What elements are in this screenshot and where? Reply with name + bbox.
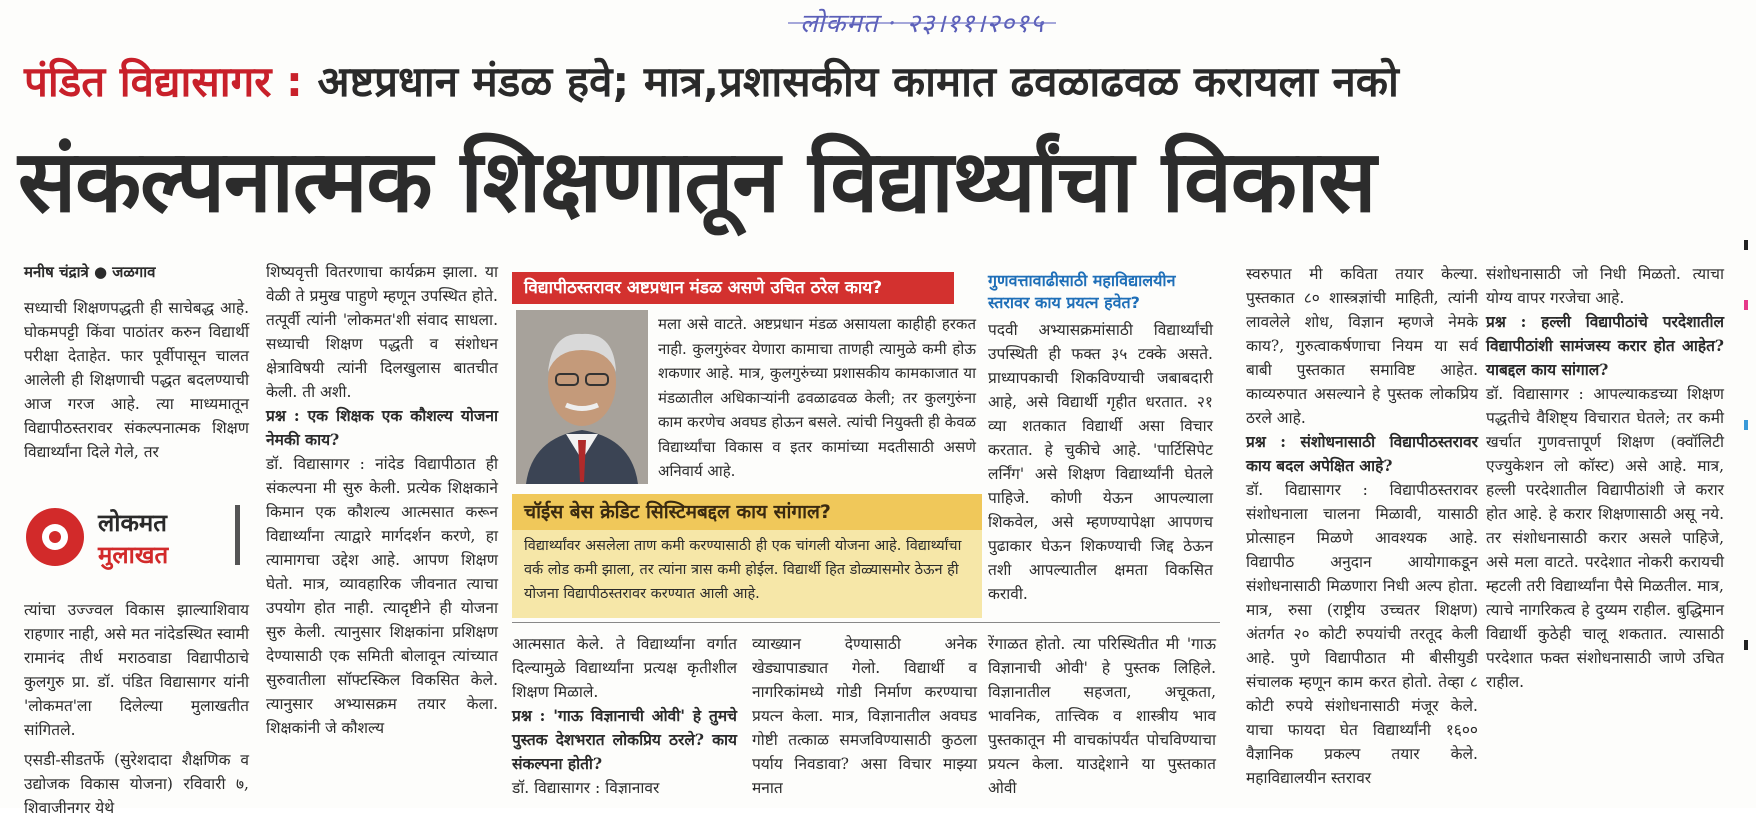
- answer-foreign-mou: डॉ. विद्यासागर : आपल्याकडच्या शिक्षण पद्धतीचे वैशिष्ट्य विचारात घेतले; तर कमी खर्चात गुणवत्तापूर्ण शिक्षण (क्वॉलिटी एज्युकेशन लो कॉस्ट) असे आहे. मात्र, हल्ली परदेशातील विद्यापीठांशी जे करार होत आहे. हे करार शिक्षणासाठी असू नये. तर संशोधनासाठी करार असले पाहिजे, असे मला वाटते. परदेशात नोकरी करायची म्हटली तरी विद्यार्थ्यांना पैसे मिळतील. मात्र, त्याचे नागरिकत्व हे दुय्यम राहील. बुद्धिमान विद्यार्थी कुठेही चालू शकतात. त्यासाठी परदेशात फक्त संशोधनासाठी जाणे उचित राहील.: [1486, 385, 1724, 691]
- logo-divider: [235, 505, 240, 565]
- inset-yellow-box: [512, 494, 982, 618]
- inset-red-answer: मला असे वाटते. अष्टप्रधान मंडळ असायला काहीही हरकत नाही. कुलगुरुंवर येणारा कामाचा ताणही त्यामुळे कमी होऊ शकणार आहे. मात्र, कुलगुरुंच्या प्रशासकीय कामकाजात या मंडळातील अधिकाऱ्यांनी ढवळाढवळ केली; तर कुलगुरुंना काम करणेच अवघड होऊन बसले. त्यांची नियुक्ती ही केवळ विद्यार्थ्यांचा विकास व इतर कामांच्या मदतीसाठी असणे अनिवार्य आहे.: [658, 315, 976, 480]
- registration-mark-black-2: [1744, 640, 1748, 650]
- intro-continued: त्यांचा उज्ज्वल विकास झाल्याशिवाय राहणार नाही, असे मत नांदेडस्थित स्वामी रामानंद तीर्थ मराठवाडा विद्यापीठाचे कुलगुरु प्रा. डॉ. पंडित विद्यासागर यांनी 'लोकमत'ला दिलेल्या मुलाखतीत सांगितले.: [24, 601, 249, 739]
- registration-mark-magenta: [1744, 300, 1748, 310]
- column-3-bottom: [512, 632, 737, 804]
- kicker-text: अष्टप्रधान मंडळ हवे; मात्र,प्रशासकीय कामात ढवळाढवळ करायला नको: [317, 57, 1399, 106]
- answer-one-teacher-one-skill: डॉ. विद्यासागर : नांदेड विद्यापीठात ही संकल्पना मी सुरु केली. प्रत्येक शिक्षकाने किमान एक कौशल्य आत्मसात करून विद्यार्थ्यांना त्याद्वारे मार्गदर्शन करणे, हा त्यामागचा उद्देश आहे. आपण शिक्षण घेतो. मात्र, व्यावहारिक जीवनात त्याचा उपयोग होत नाही. त्यादृष्टीने ही योजना सुरु केली. त्यानुसार शिक्षकांना प्रशिक्षण देण्यासाठी एक समिती बोलावून त्यांच्यात सुरुवातीला सॉफ्टस्किल विकसित केले. त्यानुसार अभ्यासक्रम तयार केला. शिक्षकांनी जे कौशल्य: [266, 455, 498, 737]
- registration-mark-black: [1744, 240, 1748, 250]
- col7-paragraph: संशोधनासाठी जो निधी मिळतो. त्याचा योग्य वापर गरजेचा आहे.: [1486, 265, 1724, 307]
- answer-book-start: डॉ. विद्यासागर : विज्ञानावर: [512, 779, 660, 797]
- question-foreign-mou: प्रश्न : हल्ली विद्यापीठांचे परदेशातील विद्यापीठांशी सामंजस्य करार होत आहेत? याबद्दल काय सांगाल?: [1486, 312, 1724, 379]
- vice-chancellor-photo: [516, 310, 648, 484]
- column-5-bottom: रेंगाळत होतो. त्या परिस्थितीत मी 'गाऊ विज्ञानाची ओवी' हे पुस्तक लिहिले. विज्ञानातील सहजता, अचूकता, भावनिक, तात्त्विक व शास्त्रीय भाव पुस्तकातून मी वाचकांपर्यंत पोचविण्याचा प्रयत्न केला. याउद्देशाने या पुस्तकात ओवी: [988, 635, 1216, 797]
- column-6: [1246, 262, 1478, 804]
- intro-paragraph: सध्याची शिक्षणपद्धती ही साचेबद्ध आहे. घोकमपट्टी किंवा पाठांतर करुन विद्यार्थी परीक्षा देताहेत. फार पूर्वीपासून चालत आलेली ही शिक्षणाची पद्धत बदलण्याची आज गरज आहे. त्या माध्यमातून विद्यापीठस्तरावर संकल्पनात्मक शिक्षण विद्यार्थ्यांना दिले गेले, तर: [24, 299, 249, 461]
- question-research: प्रश्न : संशोधनासाठी विद्यापीठस्तरावर काय बदल अपेक्षित आहे?: [1246, 432, 1478, 475]
- inset-blue-answer: पदवी अभ्यासक्रमांसाठी विद्यार्थ्यांची उपस्थिती ही फक्त ३५ टक्के असते. प्राध्यापकाची शिकविण्याची जबाबदारी आहे, असे विद्यार्थी गृहीत धरतात. २१ व्या शतकात विद्यार्थी असा विचार करतात. हे चुकीचे आहे. 'पार्टिसिपेट लर्निंग' असे शिक्षण विद्यार्थ्यांनी घेतले पाहिजे. कोणी येऊन आपल्याला शिकवेल, असे म्हणण्यापेक्षा आपणच पुढाकार घेऊन शिकण्याची जिद्द ठेऊन तशी आपल्यातील क्षमता विकसित करावी.: [988, 321, 1213, 603]
- inset-yellow-heading: चॉईस बेस क्रेडिट सिस्टिमबद्दल काय सांगाल?: [512, 494, 982, 530]
- inset-yellow-answer: विद्यार्थ्यांवर असलेला ताण कमी करण्यासाठी ही एक चांगली योजना आहे. विद्यार्थ्यांचा वर्क लोड कमी झाला, तर त्यांना त्रास कमी होईल. विद्यार्थी हित डोळ्यासमोर ठेऊन ही योजना विद्यापीठस्तरावर करण्यात आली आहे.: [524, 538, 962, 602]
- intro-event: एसडी-सीडतर्फे (सुरेशदादा शैक्षणिक व उद्योजक विकास योजना) रविवारी ७, शिवाजीनगर येथे: [24, 751, 249, 817]
- logo-text-lokmat: लोकमत: [98, 509, 167, 537]
- column-2: [266, 260, 498, 805]
- question-one-teacher-one-skill: प्रश्न : एक शिक्षक एक कौशल्य योजना नेमकी काय?: [266, 406, 498, 449]
- byline: मनीष चंद्रात्रे ● जळगाव: [24, 263, 156, 281]
- kicker-line: [24, 52, 1744, 112]
- column-4-bottom: व्याख्यान देण्यासाठी अनेक खेड्यापाड्यात गेलो. विद्यार्थी व नागरिकांमध्ये गोडी निर्माण करण्याचा प्रयत्न केला. मात्र, विज्ञानातील अवघड गोष्टी तत्काळ समजविण्यासाठी कुठला पर्याय निवडावा? असा विचार माझ्या मनात: [752, 635, 977, 797]
- portrait-illustration: [516, 310, 648, 484]
- logo-text-mulakhat: मुलाखत: [98, 541, 169, 569]
- registration-mark-cyan: [1744, 420, 1748, 430]
- lokmat-logo-icon: [26, 508, 84, 566]
- col2-paragraph: शिष्यवृत्ती वितरणाचा कार्यक्रम झाला. या वेळी ते प्रमुख पाहुणे म्हणून उपस्थित होते. तत्पूर्वी त्यांनी 'लोकमत'शी संवाद साधला. सध्याची शिक्षण पद्धती व संशोधन क्षेत्राविषयी त्यांनी दिलखुलास बातचीत केली. ती अशी.: [266, 263, 498, 401]
- column-1-top: [24, 260, 249, 490]
- column-1-bottom: [24, 598, 249, 817]
- lokmat-mulakhat-logo: [26, 502, 246, 572]
- column-7: [1486, 262, 1724, 804]
- answer-research: डॉ. विद्यासागर : विद्यापीठस्तरावर संशोधनाला चालना मिळावी, यासाठी प्रोत्साहन मिळणे आवश्यक आहे. विद्यापीठ अनुदान आयोगाकडून संशोधनासाठी मिळणारा निधी अल्प होता. मात्र, रुसा (राष्ट्रीय उच्चतर शिक्षण) अंतर्गत २० कोटी रुपयांची तरतूद केली आहे. पुणे विद्यापीठात मी बीसीयुडी संचालक म्हणून काम करत होतो. तेव्हा ८ कोटी रुपये संशोधनासाठी मंजूर केले. याचा फायदा घेत विद्यार्थ्यांनी १६०० वैज्ञानिक प्रकल्प तयार केले. महाविद्यालयीन स्तरावर: [1246, 481, 1478, 787]
- col3-paragraph: आत्मसात केले. ते विद्यार्थ्यांना वर्गात दिल्यामुळे विद्यार्थ्यांना प्रत्यक्ष कृतीशील शिक्षण मिळाले.: [512, 635, 737, 701]
- handwritten-date-note: लोकमत · २३।११।२०१५: [800, 4, 1044, 40]
- kicker-name: पंडित विद्यासागर :: [24, 57, 303, 106]
- inset-red-heading: विद्यापीठस्तरावर अष्टप्रधान मंडळ असणे उचित ठरेल काय?: [512, 272, 954, 304]
- col6-paragraph: स्वरुपात मी कविता तयार केल्या. पुस्तकात ८० शास्त्रज्ञांची माहिती, त्यांनी लावलेले शोध, विज्ञान म्हणजे नेमके काय?, गुरुत्वाकर्षणाचा नियम या सर्व बाबी पुस्तकात समाविष्ट आहेत. काव्यरुपात असल्याने हे पुस्तक लोकप्रिय ठरले आहे.: [1246, 265, 1478, 427]
- main-headline: संकल्पनात्मक शिक्षणातून विद्यार्थ्यांचा विकास: [18, 132, 1376, 232]
- inset-blue-heading: गुणवत्तावाढीसाठी महाविद्यालयीन स्तरावर काय प्रयत्न हवेत?: [988, 271, 1176, 312]
- inset-bottom-rule: [512, 622, 1220, 623]
- question-book: प्रश्न : 'गाऊ विज्ञानाची ओवी' हे तुमचे पुस्तक देशभरात लोकप्रिय ठरले? काय संकल्पना होती?: [512, 706, 737, 773]
